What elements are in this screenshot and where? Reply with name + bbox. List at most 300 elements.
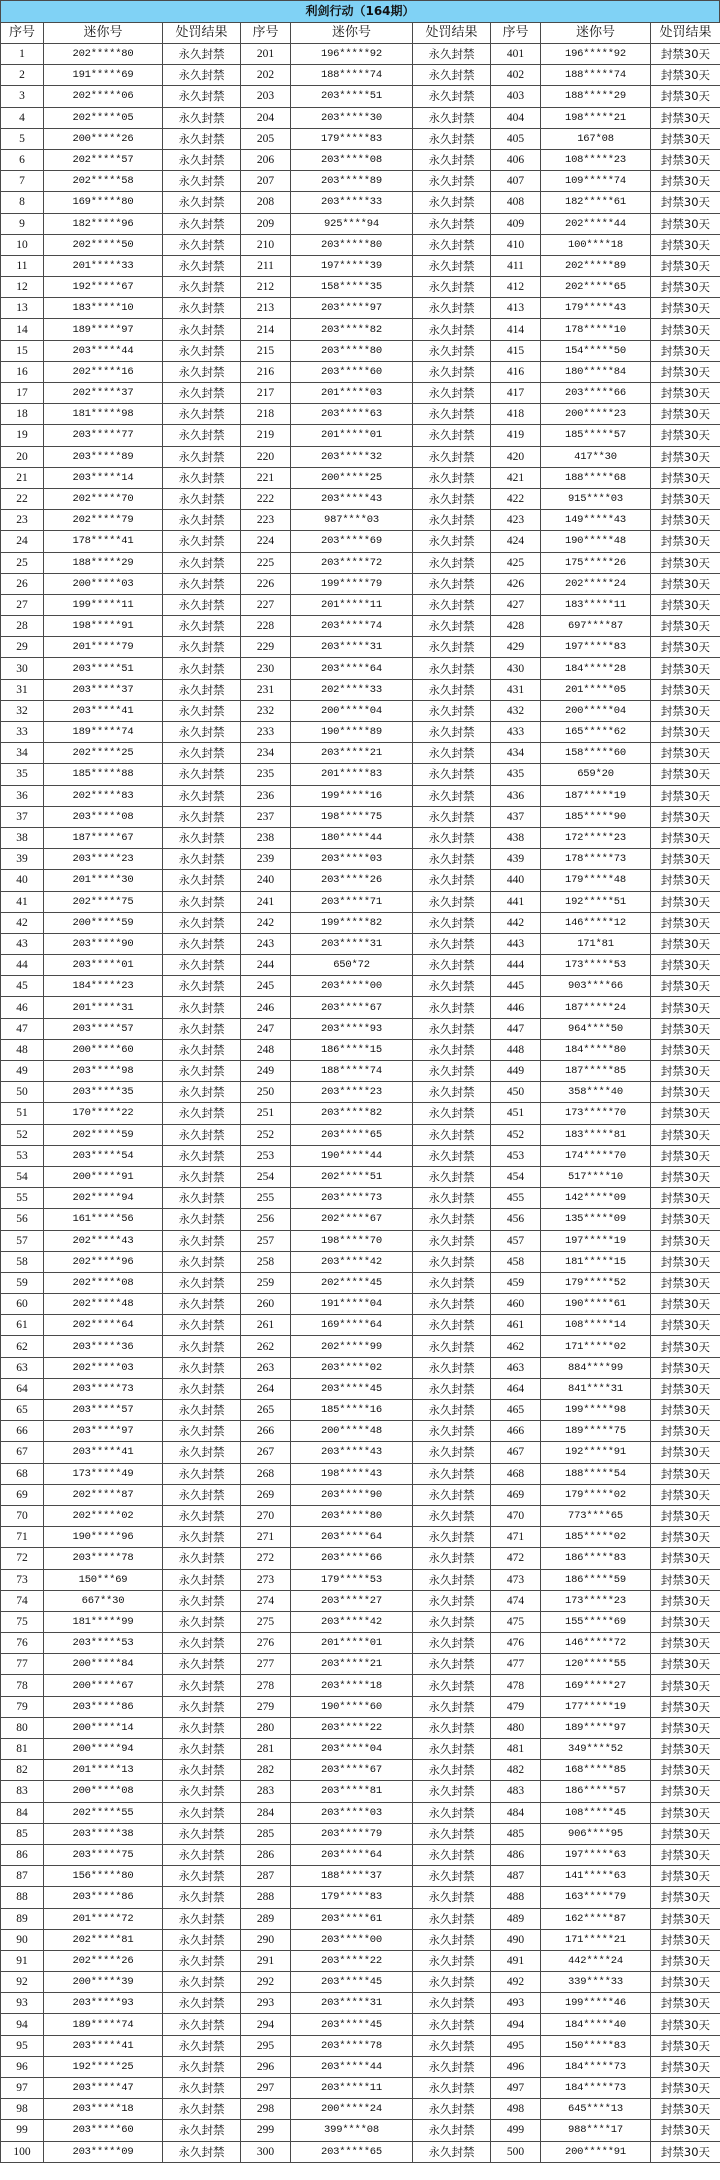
serial-number-cell: 230 [241,658,291,679]
table-row [1,849,720,870]
serial-number-cell: 280 [241,1717,291,1738]
mini-id-cell: 203*****73 [44,1378,163,1399]
table-row [1,2014,720,2035]
serial-number-cell: 30 [1,658,44,679]
serial-number-cell: 453 [491,1145,541,1166]
mini-id-cell: 203*****77 [44,425,163,446]
mini-id-cell: 884****99 [541,1357,651,1378]
penalty-result-cell: 永久封禁 [413,361,491,382]
penalty-result-cell: 永久封禁 [163,1590,241,1611]
serial-number-cell: 265 [241,1400,291,1421]
serial-number-cell: 482 [491,1760,541,1781]
penalty-result-cell: 永久封禁 [163,1145,241,1166]
penalty-result-cell: 封禁30天 [651,722,720,743]
serial-number-cell: 274 [241,1590,291,1611]
penalty-result-cell: 封禁30天 [651,319,720,340]
penalty-result-cell: 永久封禁 [163,531,241,552]
penalty-result-cell: 永久封禁 [163,488,241,509]
serial-number-cell: 294 [241,2014,291,2035]
penalty-result-cell: 永久封禁 [163,1294,241,1315]
serial-number-cell: 415 [491,340,541,361]
table-row [1,827,720,848]
serial-number-cell: 290 [241,1929,291,1950]
table-row [1,1336,720,1357]
serial-number-cell: 263 [241,1357,291,1378]
penalty-result-cell: 封禁30天 [651,1929,720,1950]
serial-number-cell: 24 [1,531,44,552]
header-penalty-result: 处罚结果 [163,23,241,44]
mini-id-cell: 659*20 [541,764,651,785]
table-row [1,234,720,255]
penalty-result-cell: 永久封禁 [413,192,491,213]
mini-id-cell: 190*****61 [541,1294,651,1315]
table-row [1,785,720,806]
serial-number-cell: 53 [1,1145,44,1166]
penalty-result-cell: 封禁30天 [651,1484,720,1505]
serial-number-cell: 217 [241,383,291,404]
mini-id-cell: 203*****72 [291,552,413,573]
table-row [1,637,720,658]
serial-number-cell: 225 [241,552,291,573]
penalty-result-cell: 永久封禁 [413,1802,491,1823]
serial-number-cell: 431 [491,679,541,700]
mini-id-cell: 198*****70 [291,1230,413,1251]
penalty-result-cell: 永久封禁 [413,1760,491,1781]
header-serial-number: 序号 [241,23,291,44]
penalty-result-cell: 永久封禁 [163,573,241,594]
mini-id-cell: 169*****27 [541,1675,651,1696]
penalty-result-cell: 永久封禁 [413,65,491,86]
mini-id-cell: 200*****14 [44,1717,163,1738]
serial-number-cell: 19 [1,425,44,446]
mini-id-cell: 188*****74 [291,65,413,86]
mini-id-cell: 203*****78 [44,1548,163,1569]
mini-id-cell: 203*****64 [291,1844,413,1865]
penalty-result-cell: 永久封禁 [163,933,241,954]
serial-number-cell: 429 [491,637,541,658]
penalty-result-cell: 封禁30天 [651,1421,720,1442]
mini-id-cell: 200*****03 [44,573,163,594]
mini-id-cell: 203*****42 [291,1611,413,1632]
penalty-result-cell: 永久封禁 [163,361,241,382]
serial-number-cell: 270 [241,1505,291,1526]
serial-number-cell: 219 [241,425,291,446]
serial-number-cell: 288 [241,1887,291,1908]
serial-number-cell: 456 [491,1209,541,1230]
mini-id-cell: 203*****44 [44,340,163,361]
mini-id-cell: 178*****10 [541,319,651,340]
mini-id-cell: 200*****23 [541,404,651,425]
serial-number-cell: 220 [241,446,291,467]
serial-number-cell: 63 [1,1357,44,1378]
table-row [1,700,720,721]
penalty-result-cell: 永久封禁 [413,1230,491,1251]
penalty-result-cell: 永久封禁 [163,870,241,891]
serial-number-cell: 50 [1,1082,44,1103]
table-row [1,1484,720,1505]
mini-id-cell: 203*****42 [291,1251,413,1272]
serial-number-cell: 215 [241,340,291,361]
penalty-result-cell: 永久封禁 [413,255,491,276]
serial-number-cell: 272 [241,1548,291,1569]
penalty-result-cell: 永久封禁 [163,594,241,615]
serial-number-cell: 40 [1,870,44,891]
serial-number-cell: 237 [241,806,291,827]
penalty-result-cell: 封禁30天 [651,1442,720,1463]
serial-number-cell: 500 [491,2141,541,2162]
penalty-result-cell: 封禁30天 [651,1739,720,1760]
serial-number-cell: 409 [491,213,541,234]
mini-id-cell: 202*****79 [44,510,163,531]
mini-id-cell: 203*****33 [291,192,413,213]
penalty-result-cell: 永久封禁 [413,1421,491,1442]
serial-number-cell: 235 [241,764,291,785]
penalty-result-cell: 永久封禁 [163,637,241,658]
header-mini-id: 迷你号 [291,23,413,44]
penalty-result-cell: 封禁30天 [651,1357,720,1378]
table-row [1,1866,720,1887]
serial-number-cell: 278 [241,1675,291,1696]
serial-number-cell: 247 [241,1018,291,1039]
table-row [1,171,720,192]
serial-number-cell: 276 [241,1633,291,1654]
mini-id-cell: 158*****60 [541,743,651,764]
penalty-result-cell: 永久封禁 [163,1400,241,1421]
mini-id-cell: 203*****35 [44,1082,163,1103]
mini-id-cell: 196*****92 [291,44,413,65]
penalty-result-cell: 封禁30天 [651,785,720,806]
serial-number-cell: 48 [1,1039,44,1060]
serial-number-cell: 454 [491,1166,541,1187]
serial-number-cell: 61 [1,1315,44,1336]
serial-number-cell: 407 [491,171,541,192]
serial-number-cell: 49 [1,1061,44,1082]
serial-number-cell: 487 [491,1866,541,1887]
serial-number-cell: 467 [491,1442,541,1463]
mini-id-cell: 203*****41 [44,2035,163,2056]
penalty-result-cell: 永久封禁 [163,1061,241,1082]
mini-id-cell: 188*****74 [541,65,651,86]
penalty-result-cell: 永久封禁 [413,1590,491,1611]
penalty-result-cell: 封禁30天 [651,1548,720,1569]
serial-number-cell: 264 [241,1378,291,1399]
serial-number-cell: 470 [491,1505,541,1526]
table-row [1,1993,720,2014]
penalty-result-cell: 永久封禁 [163,1675,241,1696]
mini-id-cell: 184*****23 [44,976,163,997]
serial-number-cell: 239 [241,849,291,870]
penalty-result-cell: 永久封禁 [413,446,491,467]
mini-id-cell: 172*****23 [541,827,651,848]
mini-id-cell: 198*****75 [291,806,413,827]
penalty-result-cell: 永久封禁 [413,1781,491,1802]
penalty-result-cell: 永久封禁 [163,722,241,743]
mini-id-cell: 201*****01 [291,425,413,446]
serial-number-cell: 240 [241,870,291,891]
serial-number-cell: 465 [491,1400,541,1421]
penalty-result-cell: 永久封禁 [413,1442,491,1463]
serial-number-cell: 90 [1,1929,44,1950]
penalty-result-cell: 永久封禁 [413,1548,491,1569]
serial-number-cell: 284 [241,1802,291,1823]
mini-id-cell: 202*****02 [44,1505,163,1526]
penalty-result-cell: 封禁30天 [651,255,720,276]
mini-id-cell: 185*****16 [291,1400,413,1421]
mini-id-cell: 203*****97 [291,298,413,319]
serial-number-cell: 216 [241,361,291,382]
penalty-result-cell: 永久封禁 [163,658,241,679]
mini-id-cell: 203*****11 [291,2078,413,2099]
mini-id-cell: 150***69 [44,1569,163,1590]
serial-number-cell: 442 [491,912,541,933]
penalty-result-cell: 永久封禁 [163,1039,241,1060]
mini-id-cell: 200*****60 [44,1039,163,1060]
penalty-result-cell: 封禁30天 [651,234,720,255]
mini-id-cell: 197*****63 [541,1844,651,1865]
penalty-result-cell: 永久封禁 [163,234,241,255]
penalty-result-cell: 永久封禁 [413,1463,491,1484]
serial-number-cell: 271 [241,1527,291,1548]
mini-id-cell: 187*****24 [541,997,651,1018]
penalty-result-cell: 封禁30天 [651,213,720,234]
mini-id-cell: 178*****73 [541,849,651,870]
mini-id-cell: 203*****31 [291,637,413,658]
mini-id-cell: 179*****83 [291,128,413,149]
penalty-result-cell: 永久封禁 [163,1781,241,1802]
penalty-result-cell: 封禁30天 [651,510,720,531]
penalty-result-cell: 封禁30天 [651,1166,720,1187]
mini-id-cell: 202*****75 [44,891,163,912]
penalty-result-cell: 永久封禁 [413,785,491,806]
serial-number-cell: 244 [241,955,291,976]
mini-id-cell: 179*****43 [541,298,651,319]
mini-id-cell: 201*****01 [291,1633,413,1654]
serial-number-cell: 241 [241,891,291,912]
mini-id-cell: 203*****75 [44,1844,163,1865]
mini-id-cell: 203*****53 [44,1633,163,1654]
penalty-result-cell: 永久封禁 [413,1336,491,1357]
table-row [1,1505,720,1526]
serial-number-cell: 245 [241,976,291,997]
mini-id-cell: 203*****61 [291,1908,413,1929]
serial-number-cell: 44 [1,955,44,976]
penalty-result-cell: 永久封禁 [163,1823,241,1844]
penalty-result-cell: 永久封禁 [163,552,241,573]
serial-number-cell: 422 [491,488,541,509]
serial-number-cell: 300 [241,2141,291,2162]
penalty-result-cell: 永久封禁 [413,870,491,891]
penalty-result-cell: 永久封禁 [413,319,491,340]
penalty-result-cell: 永久封禁 [163,86,241,107]
penalty-result-cell: 封禁30天 [651,488,720,509]
penalty-result-cell: 封禁30天 [651,849,720,870]
table-row [1,298,720,319]
serial-number-cell: 34 [1,743,44,764]
penalty-result-cell: 永久封禁 [413,637,491,658]
serial-number-cell: 22 [1,488,44,509]
penalty-result-cell: 封禁30天 [651,1527,720,1548]
serial-number-cell: 80 [1,1717,44,1738]
serial-number-cell: 248 [241,1039,291,1060]
table-row [1,2099,720,2120]
penalty-result-cell: 永久封禁 [413,806,491,827]
mini-id-cell: 190*****60 [291,1696,413,1717]
penalty-result-cell: 永久封禁 [163,1336,241,1357]
serial-number-cell: 29 [1,637,44,658]
mini-id-cell: 174*****70 [541,1145,651,1166]
penalty-result-cell: 永久封禁 [413,1866,491,1887]
penalty-result-cell: 永久封禁 [413,1145,491,1166]
penalty-result-cell: 永久封禁 [163,1527,241,1548]
mini-id-cell: 202*****58 [44,171,163,192]
serial-number-cell: 428 [491,616,541,637]
mini-id-cell: 200*****04 [541,700,651,721]
serial-number-cell: 89 [1,1908,44,1929]
mini-id-cell: 202*****33 [291,679,413,700]
table-row [1,1400,720,1421]
mini-id-cell: 155*****69 [541,1611,651,1632]
mini-id-cell: 173*****53 [541,955,651,976]
serial-number-cell: 7 [1,171,44,192]
penalty-result-cell: 永久封禁 [413,1611,491,1632]
mini-id-cell: 203*****80 [291,1505,413,1526]
serial-number-cell: 224 [241,531,291,552]
serial-number-cell: 207 [241,171,291,192]
serial-number-cell: 205 [241,128,291,149]
table-row [1,1633,720,1654]
table-row [1,1421,720,1442]
serial-number-cell: 51 [1,1103,44,1124]
mini-id-cell: 203*****23 [44,849,163,870]
mini-id-cell: 199*****46 [541,1993,651,2014]
serial-number-cell: 297 [241,2078,291,2099]
penalty-result-cell: 永久封禁 [413,1166,491,1187]
serial-number-cell: 38 [1,827,44,848]
table-row [1,192,720,213]
mini-id-cell: 184*****80 [541,1039,651,1060]
mini-id-cell: 190*****96 [44,1527,163,1548]
mini-id-cell: 202*****59 [44,1124,163,1145]
mini-id-cell: 203*****08 [291,149,413,170]
mini-id-cell: 915****03 [541,488,651,509]
serial-number-cell: 437 [491,806,541,827]
serial-number-cell: 91 [1,1950,44,1971]
mini-id-cell: 203*****01 [44,955,163,976]
table-row [1,1463,720,1484]
serial-number-cell: 75 [1,1611,44,1632]
table-row [1,1760,720,1781]
table-row [1,1739,720,1760]
serial-number-cell: 231 [241,679,291,700]
table-row [1,1145,720,1166]
mini-id-cell: 179*****52 [541,1272,651,1293]
serial-number-cell: 491 [491,1950,541,1971]
mini-id-cell: 200*****24 [291,2099,413,2120]
penalty-result-cell: 永久封禁 [413,552,491,573]
penalty-result-cell: 永久封禁 [163,192,241,213]
serial-number-cell: 213 [241,298,291,319]
penalty-result-cell: 封禁30天 [651,679,720,700]
penalty-result-cell: 封禁30天 [651,1018,720,1039]
penalty-result-cell: 永久封禁 [413,2035,491,2056]
mini-id-cell: 179*****48 [541,870,651,891]
table-row [1,1548,720,1569]
serial-number-cell: 2 [1,65,44,86]
mini-id-cell: 201*****03 [291,383,413,404]
table-row [1,2078,720,2099]
penalty-result-cell: 封禁30天 [651,1760,720,1781]
serial-number-cell: 13 [1,298,44,319]
mini-id-cell: 203*****80 [291,340,413,361]
penalty-result-cell: 永久封禁 [413,594,491,615]
penalty-result-cell: 封禁30天 [651,1950,720,1971]
table-row [1,552,720,573]
serial-number-cell: 255 [241,1188,291,1209]
penalty-result-cell: 封禁30天 [651,446,720,467]
serial-number-cell: 401 [491,44,541,65]
penalty-result-cell: 永久封禁 [163,1802,241,1823]
table-row [1,594,720,615]
serial-number-cell: 433 [491,722,541,743]
mini-id-cell: 188*****37 [291,1866,413,1887]
penalty-result-cell: 永久封禁 [413,1272,491,1293]
serial-number-cell: 273 [241,1569,291,1590]
serial-number-cell: 475 [491,1611,541,1632]
serial-number-cell: 459 [491,1272,541,1293]
serial-number-cell: 81 [1,1739,44,1760]
penalty-result-cell: 永久封禁 [163,976,241,997]
mini-id-cell: 190*****44 [291,1145,413,1166]
serial-number-cell: 84 [1,1802,44,1823]
mini-id-cell: 183*****10 [44,298,163,319]
mini-id-cell: 202*****94 [44,1188,163,1209]
penalty-result-cell: 封禁30天 [651,1230,720,1251]
mini-id-cell: 203*****45 [291,1378,413,1399]
mini-id-cell: 203*****67 [291,1760,413,1781]
penalty-result-cell: 永久封禁 [163,1230,241,1251]
serial-number-cell: 85 [1,1823,44,1844]
mini-id-cell: 203*****14 [44,467,163,488]
penalty-result-cell: 封禁30天 [651,1633,720,1654]
serial-number-cell: 31 [1,679,44,700]
mini-id-cell: 200*****26 [44,128,163,149]
mini-id-cell: 202*****64 [44,1315,163,1336]
mini-id-cell: 165*****62 [541,722,651,743]
mini-id-cell: 202*****65 [541,277,651,298]
table-row [1,65,720,86]
table-row [1,425,720,446]
mini-id-cell: 199*****82 [291,912,413,933]
penalty-result-cell: 永久封禁 [413,700,491,721]
serial-number-cell: 32 [1,700,44,721]
serial-number-cell: 8 [1,192,44,213]
penalty-result-cell: 永久封禁 [163,2014,241,2035]
table-row [1,1272,720,1293]
table-row [1,446,720,467]
mini-id-cell: 203*****43 [291,1442,413,1463]
serial-number-cell: 403 [491,86,541,107]
mini-id-cell: 203*****64 [291,658,413,679]
serial-number-cell: 228 [241,616,291,637]
mini-id-cell: 202*****87 [44,1484,163,1505]
mini-id-cell: 202*****67 [291,1209,413,1230]
mini-id-cell: 203*****45 [291,2014,413,2035]
penalty-result-cell: 封禁30天 [651,1611,720,1632]
mini-id-cell: 120*****55 [541,1654,651,1675]
serial-number-cell: 210 [241,234,291,255]
penalty-result-cell: 永久封禁 [163,1739,241,1760]
penalty-result-cell: 永久封禁 [413,128,491,149]
